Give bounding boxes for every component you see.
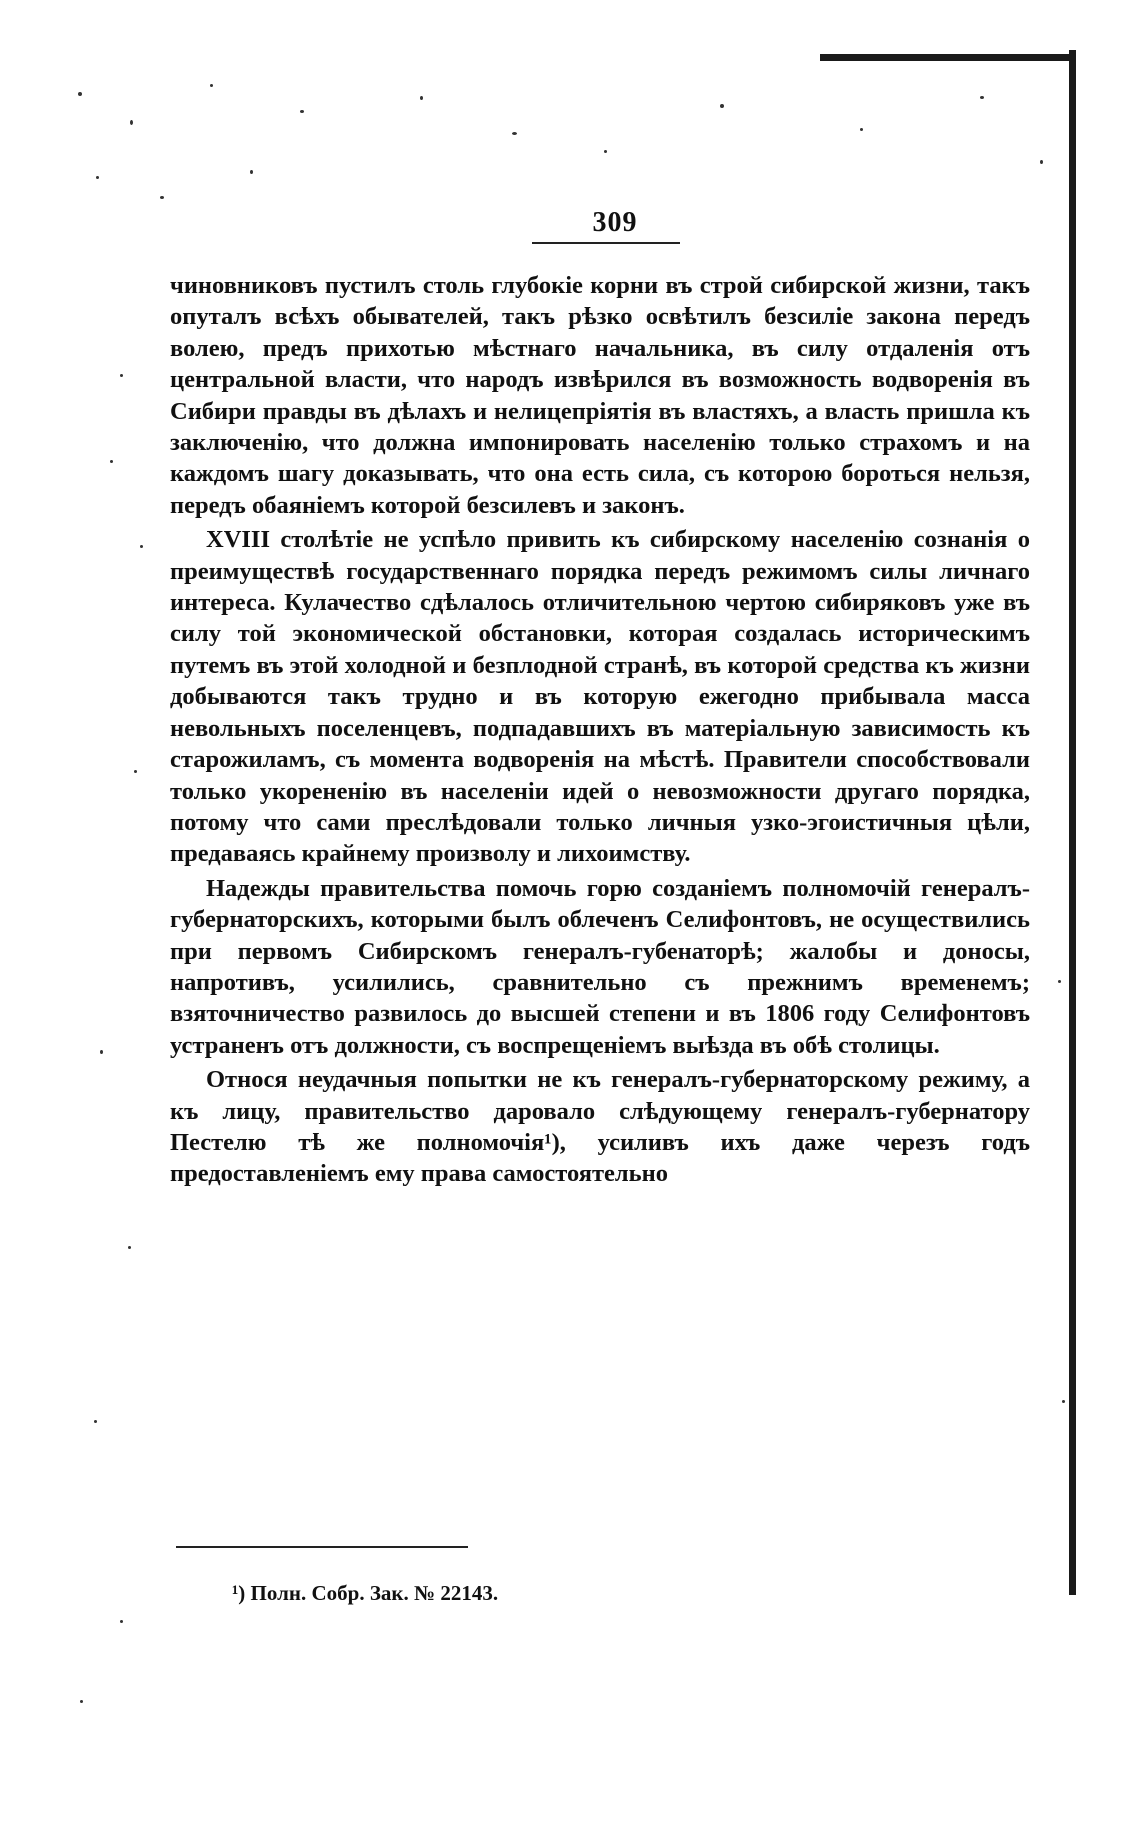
paragraph: XVIII столѣтіе не успѣло привить къ сибирскому населенію сознанія о преимуществѣ государственнаго порядка передъ режимомъ силы личнаго интереса. Кулачество сдѣлалось отличительною чертою сибиряковъ уже въ силу той экономической обстановки, которая создалась историческимъ путемъ въ этой холодной и безплодной странѣ, въ которой средства къ жизни добываются такъ трудно и въ которую ежегодно прибывала масса невольныхъ поселенцевъ, подпадавшихъ въ матеріальную зависимость къ старожиламъ, съ момента водворенія на мѣстѣ. Правители способствовали только укорененію въ населеніи идей о невозможности другаго порядка, потому что сами преслѣдовали только личныя узко-эгоистичныя цѣли, предаваясь крайнему произволу и лихоимству.	[170, 526, 1030, 868]
scan-speck	[1040, 160, 1043, 164]
scan-speck	[80, 1700, 83, 1703]
paragraph: чиновниковъ пустилъ столь глубокіе корни въ строй сибирской жизни, такъ опуталъ всѣхъ обывателей, такъ рѣзко освѣтилъ безсиліе закона передъ волею, предъ прихотью мѣстнаго начальника, въ силу отдаленія отъ центральной власти, что народъ извѣрился въ возможность водворенія въ Сибири правды въ дѣлахъ и нелицепріятія въ властяхъ, а власть пришла къ заключенію, что должна импонировать населенію только страхомъ и на каждомъ шагу доказывать, что она есть сила, съ которою бороться нельзя, передъ обаяніемъ которой безсилевъ и законъ.	[170, 272, 1030, 519]
scan-speck	[134, 770, 137, 773]
body-text	[170, 270, 1030, 1190]
scan-speck	[420, 96, 423, 100]
scan-speck	[300, 110, 304, 113]
scan-speck	[128, 1246, 131, 1249]
scan-speck	[160, 196, 164, 199]
scan-speck	[604, 150, 607, 153]
scan-speck	[980, 96, 984, 99]
scan-speck	[94, 1420, 97, 1423]
footnote-rule	[176, 1546, 468, 1548]
scan-speck	[110, 460, 113, 463]
scan-speck	[120, 374, 123, 377]
scan-speck	[96, 176, 99, 179]
top-edge-shadow	[820, 54, 1076, 61]
scan-speck	[130, 120, 133, 125]
scan-speck	[860, 128, 863, 131]
scan-speck	[78, 92, 82, 96]
scan-speck	[210, 84, 213, 87]
scan-speck	[250, 170, 253, 174]
paragraph: Относя неудачныя попытки не къ генералъ-губернаторскому режиму, а къ лицу, правительство даровало слѣдующему генералъ-губернатору Пестелю тѣ же полномочія¹), усиливъ ихъ даже черезъ годъ предоставленіемъ ему права самостоятельно	[170, 1066, 1030, 1188]
scan-speck	[512, 132, 517, 135]
footnote: ¹) Полн. Собр. Зак. № 22143.	[232, 1581, 499, 1605]
right-edge-shadow	[1069, 50, 1076, 1595]
page-number: 309	[592, 207, 638, 238]
paragraph: Надежды правительства помочь горю созданіемъ полномочій генералъ-губернаторскихъ, которыми былъ облеченъ Селифонтовъ, не осуществились при первомъ Сибирскомъ генералъ-губенаторѣ; жалобы и доносы, напротивъ, усилились, сравнительно съ прежнимъ временемъ; взяточничество развилось до высшей степени и въ 1806 году Селифонтовъ устраненъ отъ должности, съ воспрещеніемъ выѣзда въ обѣ столицы.	[170, 874, 1030, 1059]
scan-speck	[1062, 1400, 1065, 1403]
scan-speck	[720, 104, 724, 108]
scan-speck	[120, 1620, 123, 1623]
scan-speck	[1058, 980, 1061, 983]
scan-speck	[140, 545, 143, 548]
page-number-rule	[532, 242, 680, 244]
scan-speck	[100, 1050, 103, 1054]
